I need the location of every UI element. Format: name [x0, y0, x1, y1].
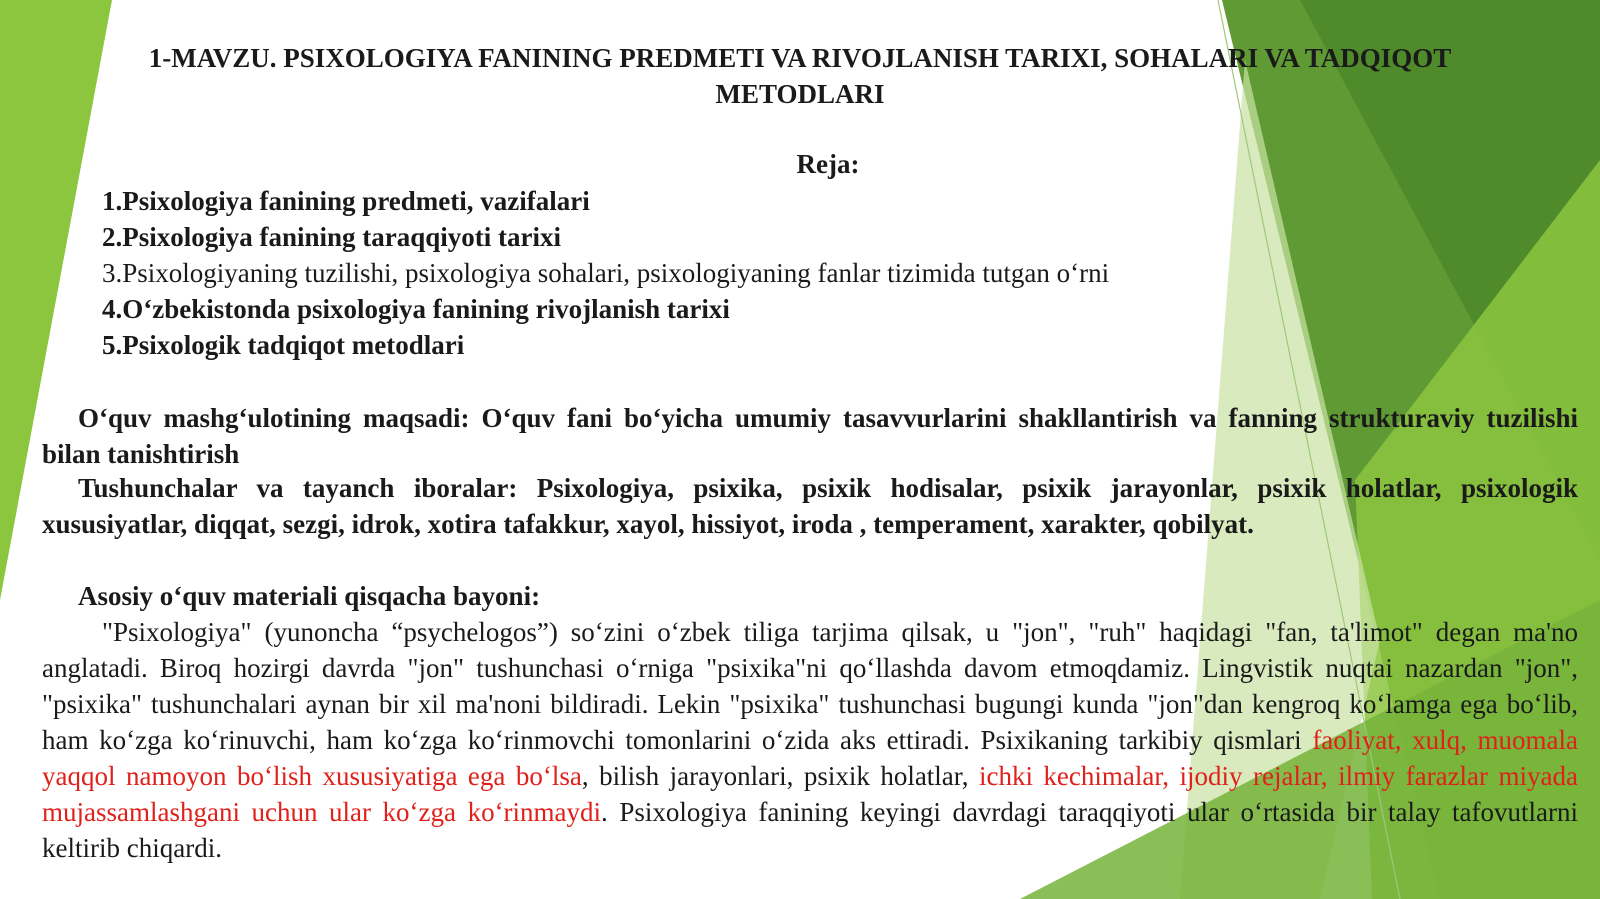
body-text-part-3: . Psixologiya fanining keyingi davrdagi taraqqiyoti ular o‘rtasida bir talay tafovutlarni keltirib chiqardi. — [42, 797, 1579, 863]
lesson-goal-paragraph: O‘quv mashg‘ulotining maqsadi: O‘quv fani bo‘yicha umumiy tasavvurlarini shakllantirish va fanning strukturaviy tuzilishi bilan tanishtirish — [42, 403, 1578, 469]
main-body-paragraph — [42, 614, 1578, 866]
plan-item-1: 1.Psixologiya fanining predmeti, vazifalari — [102, 186, 590, 216]
plan-list — [102, 183, 1109, 363]
key-concepts-paragraph: Tushunchalar va tayanch iboralar: Psixologiya, psixika, psixik hodisalar, psixik jarayonlar, psixik holatlar, psixologik xususiyatlar, diqqat, sezgi, idrok, xotira tafakkur, xayol, hissiyot, iroda , temperament, xarakter, qobilyat. — [42, 473, 1578, 539]
body-red-highlight-1: faoliyat, xulq, muomala yaqqol namoyon bo‘lish xususiyatiga ega bo‘lsa — [42, 725, 1578, 791]
body-red-highlight-2: ichki kechimalar, ijodiy rejalar, ilmiy farazlar miyada mujassamlashgani uchun ular ko‘zga ko‘rinmaydi — [42, 761, 1578, 827]
plan-item-2: 2.Psixologiya fanining taraqqiyoti tarixi — [102, 222, 562, 252]
body-text-part-1: "Psixologiya" (yunoncha “psychelogos”) so‘zini o‘zbek tiliga tarjima qilsak, u "jon", "ruh" haqidagi "fan, ta'limot" degan ma'no anglatadi. Biroq hozirgi davrda "jon" tushunchasi o‘rniga "psixika"ni qo‘llashda davom etmoqdamiz. Lingvistik nuqtai nazardan "jon", "psixika" tushunchalari aynan bir xil ma'noni bildiradi. Lekin "psixika" tushunchasi bugungi kunda "jon"dan kengroq ko‘lamga ega bo‘lib, ham ko‘zga ko‘rinuvchi, ham ko‘zga ko‘rinmovchi tomonlarini o‘zida aks ettiradi. Psixikaning tarkibiy qismlari — [42, 617, 1578, 755]
main-material-heading: Asosiy o‘quv materiali qisqacha bayoni: — [78, 581, 541, 611]
plan-item-4: 4.O‘zbekistonda psixologiya fanining rivojlanish tarixi — [102, 294, 730, 324]
slide-title: 1-MAVZU. PSIXOLOGIYA FANINING PREDMETI VA RIVOJLANISH TARIXI, SOHALARI VA TADQIQOT METODLARI — [148, 43, 1452, 109]
plan-item-5: 5.Psixologik tadqiqot metodlari — [102, 330, 465, 360]
body-text-part-2: , bilish jarayonlari, psixik holatlar, — [581, 761, 979, 791]
reja-heading: Reja: — [796, 149, 860, 179]
plan-item-3: 3.Psixologiyaning tuzilishi, psixologiya sohalari, psixologiyaning fanlar tizimida tutgan o‘rni — [102, 258, 1110, 288]
